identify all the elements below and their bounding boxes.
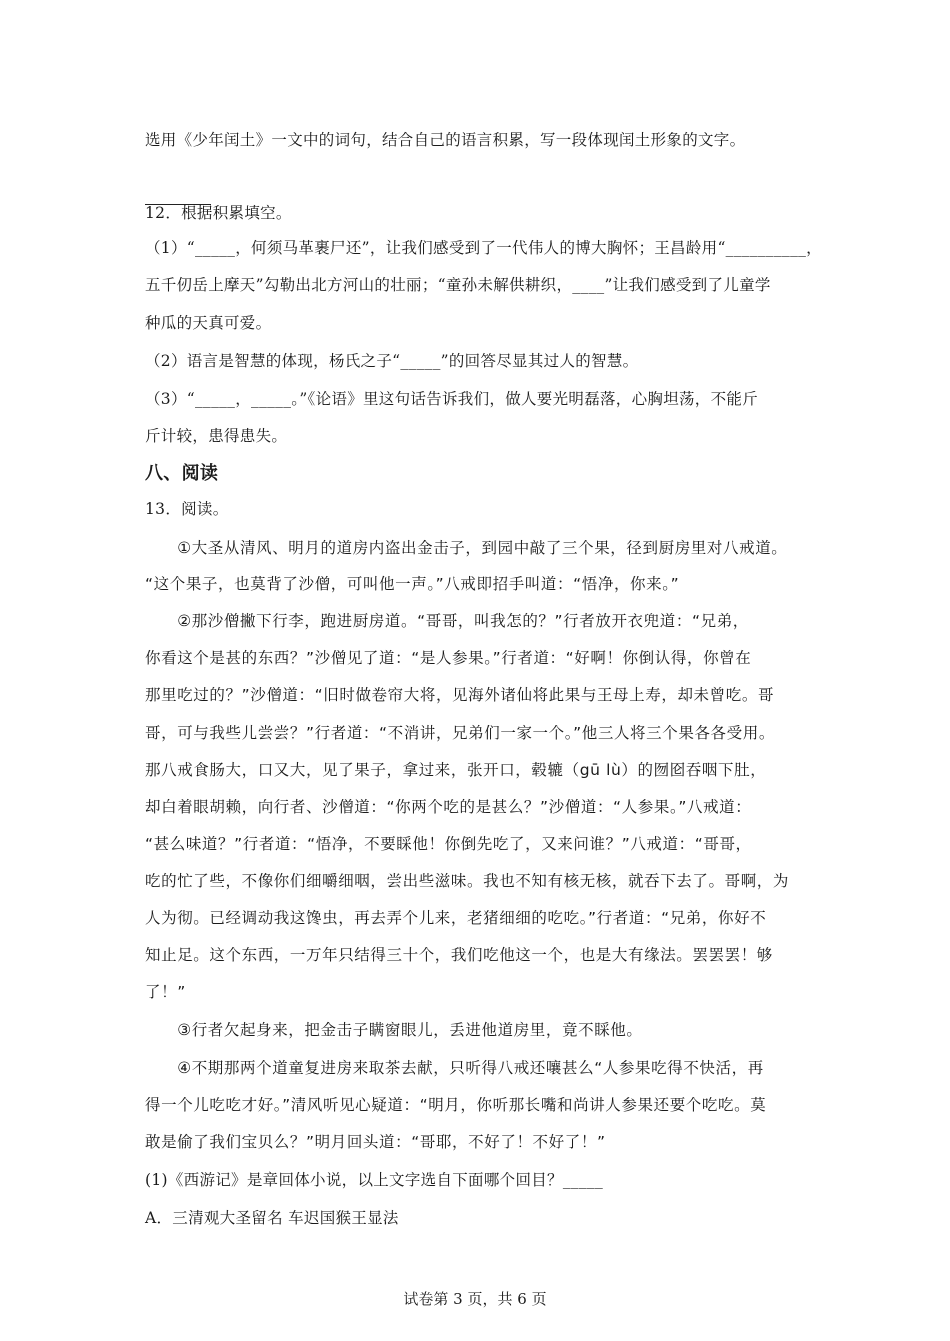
- passage-line: 人为彻。已经调动我这馋虫，再去弄个儿来，老猪细细的吃吃。”行者道：“兄弟，你好不: [145, 909, 767, 927]
- q12-title: 12．根据积累填空。: [145, 204, 292, 222]
- section-heading-reading: 八、阅读: [145, 463, 219, 484]
- passage-line: 敢是偷了我们宝贝么？”明月回头道：“哥耶，不好了！不好了！”: [145, 1133, 606, 1151]
- q13-title: 13．阅读。: [145, 500, 229, 518]
- passage-line: ④不期那两个道童复进房来取茶去献，只听得八戒还嚷甚么“人参果吃得不快活，再: [145, 1059, 764, 1077]
- passage-line: 了！”: [145, 983, 186, 1001]
- q13-subquestion-1: (1)《西游记》是章回体小说，以上文字选自下面哪个回目？_____: [145, 1171, 604, 1189]
- page-footer: 试卷第 3 页，共 6 页: [403, 1290, 547, 1308]
- q12-line-5: （3）“_____，_____。”《论语》里这句话告诉我们，做人要光明磊落，心胸坦荡，不能斤: [145, 390, 759, 408]
- q12-line-3: 种瓜的天真可爱。: [145, 314, 272, 332]
- q12-line-4: （2）语言是智慧的体现，杨氏之子“_____”的回答尽显其过人的智慧。: [145, 352, 639, 370]
- q12-line-6: 斤计较，患得患失。: [145, 427, 288, 445]
- passage-line: 得一个儿吃吃才好。”清风听见心疑道：“明月，你听那长嘴和尚讲人参果还要个吃吃。莫: [145, 1096, 767, 1114]
- passage-line: 那里吃过的？”沙僧道：“旧时做卷帘大将，见海外诸仙将此果与王母上寿，却未曾吃。哥: [145, 686, 775, 704]
- passage-line: 吃的忙了些，不像你们细嚼细咽，尝出些滋味。我也不知有核无核，就吞下去了。哥啊，为: [145, 872, 790, 890]
- passage-line: 哥，可与我些儿尝尝？”行者道：“不消讲，兄弟们一家一个。”他三人将三个果各各受用。: [145, 724, 775, 742]
- q11-prompt: 选用《少年闰土》一文中的词句，结合自己的语言积累，写一段体现闰土形象的文字。: [145, 131, 746, 149]
- passage-line: 知止足。这个东西，一万年只结得三十个，我们吃他这一个，也是大有缘法。罢罢罢！够: [145, 946, 773, 964]
- passage-line: “这个果子，也莫背了沙僧，可叫他一声。”八戒即招手叫道：“悟净，你来。”: [145, 575, 680, 593]
- passage-line: 那八戒食肠大，口又大，见了果子，拿过来，张开口，毂辘（gū lù）的囫囵吞咽下肚，: [145, 761, 767, 779]
- passage-line: 你看这个是甚的东西？”沙僧见了道：“是人参果。”行者道：“好啊！你倒认得，你曾在: [145, 649, 752, 667]
- passage-line: 却白着眼胡赖，向行者、沙僧道：“你两个吃的是甚么？”沙僧道：“人参果。”八戒道：: [145, 798, 752, 816]
- q13-option-a: A．三清观大圣留名 车迟国猴王显法: [145, 1209, 399, 1227]
- passage-line: ①大圣从清风、明月的道房内盗出金击子，到园中敲了三个果，径到厨房里对八戒道。: [145, 539, 788, 557]
- passage-line: ③行者欠起身来，把金击子瞒窗眼儿，丢进他道房里，竟不睬他。: [145, 1021, 643, 1039]
- passage-line: ②那沙僧撇下行李，跑进厨房道。“哥哥，叫我怎的？”行者放开衣兜道：“兄弟，: [145, 612, 749, 630]
- q12-line-1: （1）“_____，何须马革裹尸还”，让我们感受到了一代伟人的博大胸怀；王昌龄用“__________，: [145, 239, 822, 257]
- q12-line-2: 五千仞岳上摩天”勾勒出北方河山的壮丽；“童孙未解供耕织，____”让我们感受到了儿童学: [145, 276, 771, 294]
- passage-line: “甚么味道？”行者道：“悟净，不要睬他！你倒先吃了，又来问谁？”八戒道：“哥哥，: [145, 835, 752, 853]
